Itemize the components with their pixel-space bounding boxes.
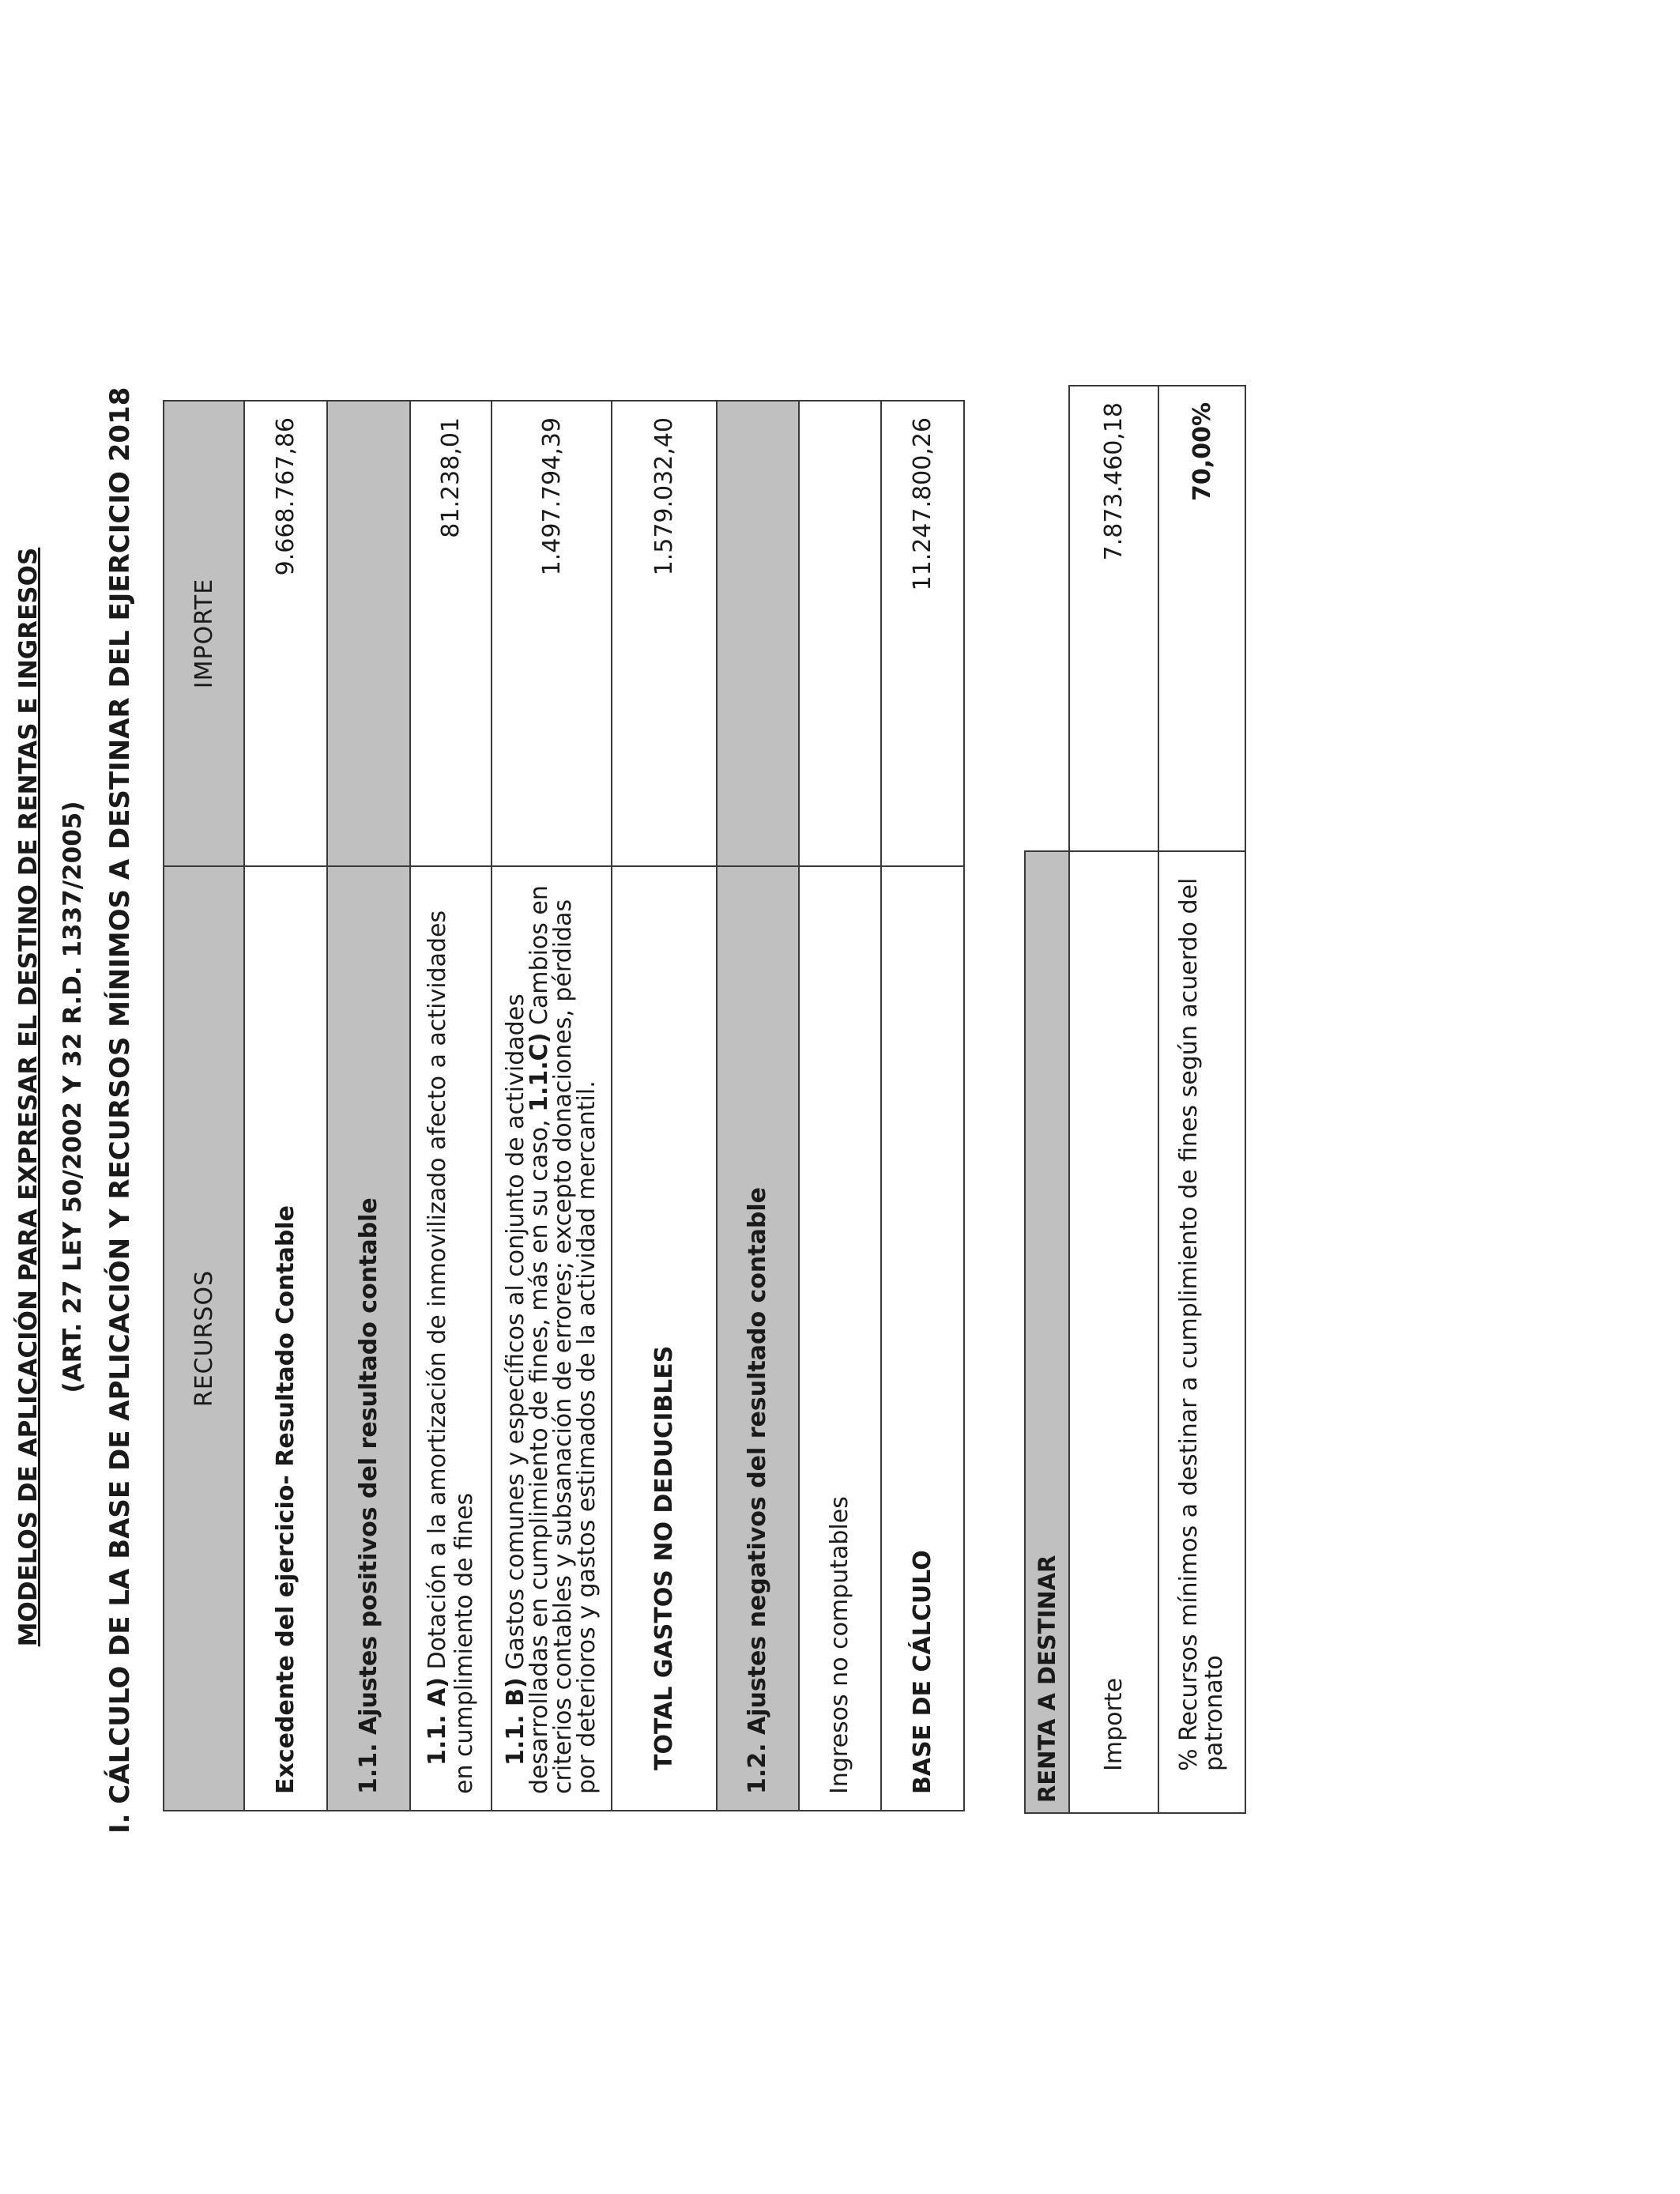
renta-header: RENTA A DESTINAR (1025, 851, 1069, 1813)
table-row (1069, 386, 1158, 1813)
row-b-text1: Gastos comunes y específicos al conjunto de actividades desarrolladas en cumplimiento de fines, más en su caso, (502, 993, 553, 1794)
total-gastos-label: TOTAL GASTOS NO DEDUCIBLES (612, 866, 717, 1811)
total-gastos-value: 1.579.032,40 (612, 401, 717, 866)
section-row (717, 401, 799, 1811)
row-b-text2: Cambios en criterios contables y subsanación de errores; excepto donaciones, pérdidas por deterioros y gastos estimados de la actividad mercantil. (525, 885, 601, 1794)
table-row (1158, 386, 1245, 1813)
document-subtitle: (ART. 27 LEY 50/2002 Y 32 R.D. 1337/2005) (58, 801, 87, 1393)
row-a-text: Dotación a la amortización de inmovilizado afecto a actividades en cumplimiento de fines (423, 910, 478, 1794)
calculation-table (163, 400, 965, 1811)
table-row (492, 401, 612, 1811)
renta-importe-value: 7.873.460,18 (1069, 386, 1158, 851)
row-a-prefix: 1.1. A) (423, 1677, 451, 1766)
renta-porcentaje-label: % Recursos mínimos a destinar a cumplimiento de fines según acuerdo del patronato (1158, 851, 1245, 1813)
ajustes-positivos-label: 1.1. Ajustes positivos del resultado contable (327, 866, 410, 1811)
section-row (327, 401, 410, 1811)
table-row (612, 401, 717, 1811)
ajustes-negativos-value (717, 401, 799, 866)
row-b-label (492, 866, 612, 1811)
row-a-label (410, 866, 492, 1811)
ajustes-negativos-label: 1.2. Ajustes negativos del resultado contable (717, 866, 799, 1811)
excedente-value: 9.668.767,86 (244, 401, 327, 866)
row-b-prefix-c: 1.1.C) (525, 1032, 553, 1112)
table-row (244, 401, 327, 1811)
excedente-label: Excedente del ejercicio- Resultado Contable (244, 866, 327, 1811)
base-calculo-value: 11.247.800,26 (881, 401, 964, 866)
table-row (799, 401, 881, 1811)
row-b-prefix: 1.1. B) (502, 1677, 529, 1766)
renta-table (1024, 385, 1246, 1814)
ajustes-positivos-value (327, 401, 410, 866)
table-row (410, 401, 492, 1811)
row-b-value: 1.497.794,39 (492, 401, 612, 866)
section-title: I. CÁLCULO DE LA BASE DE APLICACIÓN Y RECURSOS MÍNIMOS A DESTINAR DEL EJERCICIO 2018 (104, 386, 136, 1834)
importe-header: IMPORTE (164, 401, 244, 866)
table-row (881, 401, 964, 1811)
renta-importe-label: Importe (1069, 851, 1158, 1813)
renta-header-row (1025, 386, 1069, 1813)
table-header-row (164, 401, 244, 1811)
ingresos-value (799, 401, 881, 866)
row-a-value: 81.238,01 (410, 401, 492, 866)
recursos-header: RECURSOS (164, 866, 244, 1811)
renta-header-blank (1025, 386, 1069, 851)
renta-porcentaje-value: 70,00% (1158, 386, 1245, 851)
ingresos-label: Ingresos no computables (799, 866, 881, 1811)
document-title: MODELOS DE APLICACIÓN PARA EXPRESAR EL DESTINO DE RENTAS E INGRESOS (14, 547, 43, 1647)
base-calculo-label: BASE DE CÁLCULO (881, 866, 964, 1811)
